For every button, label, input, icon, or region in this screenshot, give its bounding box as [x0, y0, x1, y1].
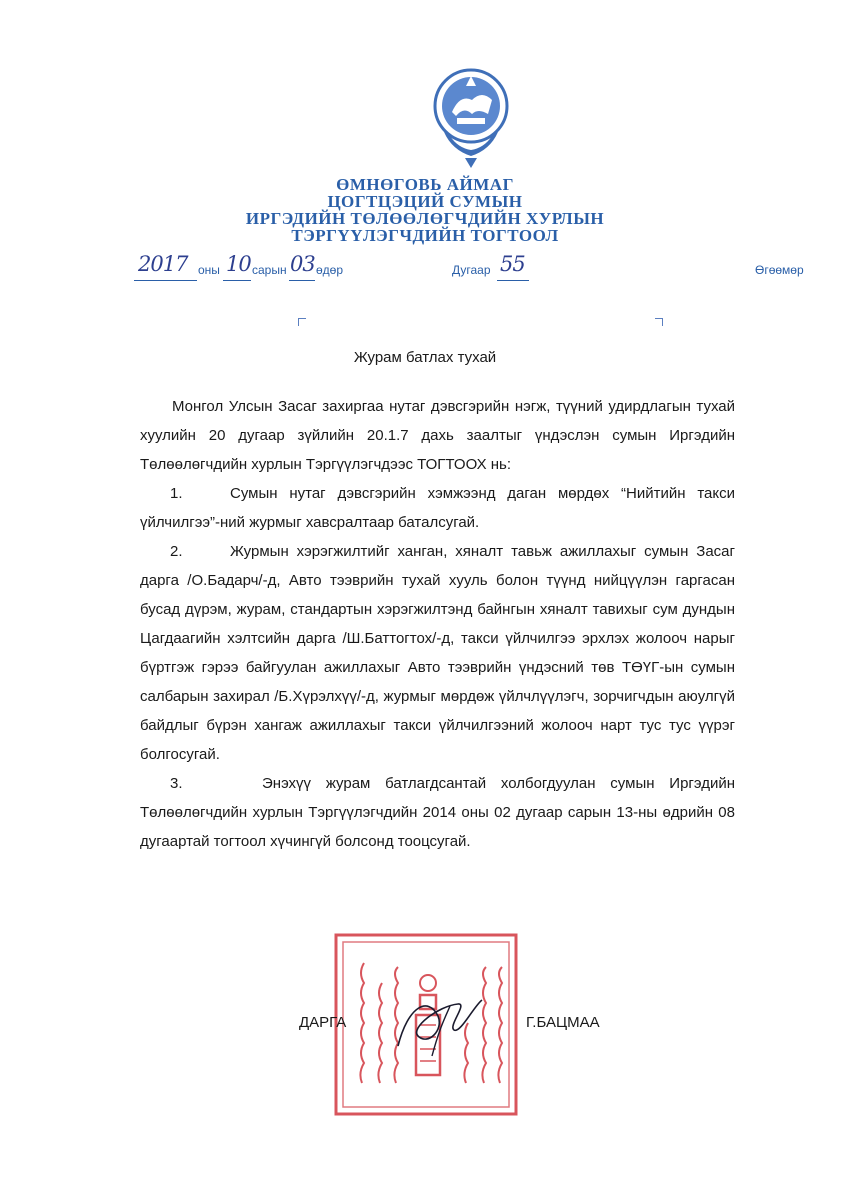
list-item [140, 479, 735, 537]
intro-paragraph: Монгол Улсын Засаг захиргаа нутаг дэвсгэрийн нэгж, түүний удирдлагын тухай хуулийн 20 дугаар зүйлийн 20.1.7 дахь заалтыг үндэслэн сумын Иргэдийн Төлөөлөгчдийн хурлын Тэргүүлэгчдээс ТОГТООХ нь: [140, 398, 735, 473]
header-council: ИРГЭДИЙН ТӨЛӨӨЛӨГЧДИЙН ХУРЛЫН [245, 209, 605, 228]
month-underline [223, 280, 251, 281]
number-label: Дугаар [452, 263, 491, 277]
document-body [140, 392, 735, 856]
list-item [140, 769, 735, 856]
header-doc-type: ТЭРГҮҮЛЭГЧДИЙН ТОГТООЛ [291, 226, 559, 245]
header-sum: ЦОГТЦЭЦИЙ СУМЫН [327, 192, 523, 211]
header-aimag: ӨМНӨГОВЬ АЙМАГ [336, 175, 514, 194]
item-text: Журмын хэрэгжилтийг ханган, хяналт тавьж ажиллахыг сумын Засаг дарга /О.Бадарч/-д, Авто тээврийн тухай хууль болон түүнд нийцүүлэн гаргасан бусад дүрэм, журам, стандартын хэрэгжилтэнд байнгын хяналт тавихыг сум дундын Цагдаагийн хэлтсийн дарга /Ш.Баттогтох/-д, такси үйлчилгээ эрхлэх жолооч нарыг бүртгэж гэрээ байгуулан ажиллахыг Авто тээврийн үндэсний төв ТӨҮГ-ын сумын салбарын захирал /Б.Хүрэлхүү/-д, журмыг мөрдөж үйлчлүүлэгч, зорчигчдын аюулгүй байдлыг бүрэн хангаж ажиллахыг такси үйлчилгээний жолооч нарт тус тус үүрэг болгосугай. [140, 543, 735, 763]
year-value: 2017 [138, 252, 188, 276]
document-header [0, 176, 850, 244]
list-item [140, 537, 735, 769]
month-value: 10 [226, 252, 251, 276]
day-underline [289, 280, 315, 281]
document-subject: Журам батлах тухай [353, 349, 497, 366]
day-value: 03 [290, 252, 315, 276]
date-number-line [0, 252, 850, 284]
item-number: 1. [170, 485, 183, 502]
corner-mark-right [655, 318, 663, 326]
place-name: Өгөөмөр [755, 263, 804, 277]
number-value: 55 [500, 252, 525, 276]
item-number: 3. [170, 775, 183, 792]
item-text: Сумын нутаг дэвсгэрийн хэмжээнд даган мөрдөх “Нийтийн такси үйлчилгээ”-ний журмыг хавсралтаар баталсугай. [140, 485, 735, 531]
signatory-name: Г.БАЦМАА [526, 1014, 600, 1031]
year-underline [134, 280, 197, 281]
item-number: 2. [170, 543, 183, 560]
month-suffix: сарын [252, 263, 287, 277]
handwritten-signature-icon [388, 986, 488, 1066]
state-emblem-icon [432, 66, 510, 170]
item-text: Энэхүү журам батлагдсантай холбогдуулан сумын Иргэдийн Төлөөлөгчдийн хурлын Тэргүүлэгчдийн 2014 оны 02 дугаар сарын 13-ны өдрийн 08 дугаартай тогтоол хүчингүй болсонд тооцсугай. [140, 775, 735, 850]
year-suffix: оны [198, 263, 220, 277]
day-suffix: өдөр [316, 263, 344, 277]
number-underline [497, 280, 529, 281]
corner-mark-left [298, 318, 306, 326]
signatory-title: ДАРГА [299, 1014, 347, 1031]
